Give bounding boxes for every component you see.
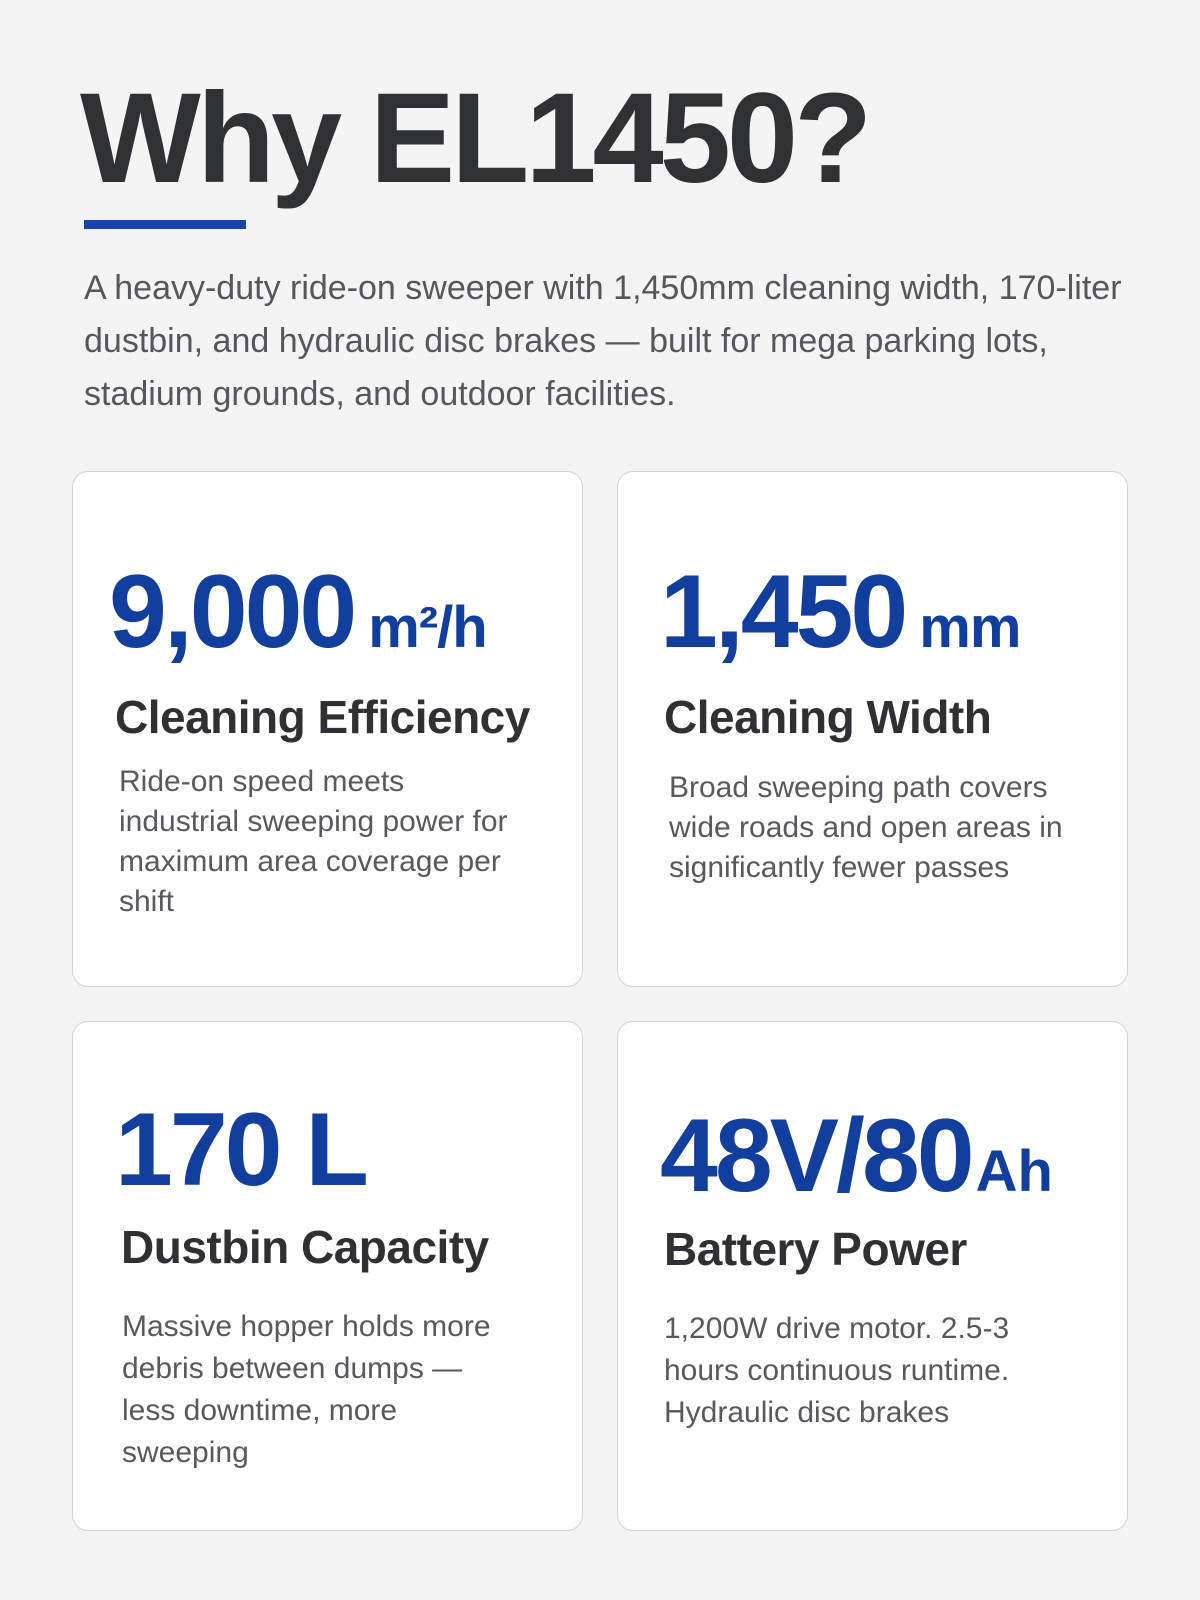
feature-stat (660, 554, 1021, 670)
feature-unit: m²/h (368, 595, 487, 660)
feature-description: Broad sweeping path covers wide roads and open areas in significantly fewer passes (669, 771, 1063, 884)
feature-label: Cleaning Efficiency (115, 691, 530, 743)
feature-stat (115, 1092, 366, 1208)
feature-grid (72, 471, 1128, 1531)
feature-description: 1,200W drive motor. 2.5-3 hours continuous runtime. Hydraulic disc brakes (664, 1312, 1010, 1429)
feature-card-cleaning-efficiency (72, 471, 583, 987)
feature-card-battery-power (617, 1021, 1128, 1531)
feature-card-cleaning-width (617, 471, 1128, 987)
feature-value: 170 L (115, 1092, 366, 1208)
feature-unit: Ah (975, 1139, 1053, 1204)
feature-card-dustbin-capacity (72, 1021, 583, 1531)
feature-label: Dustbin Capacity (121, 1221, 489, 1273)
page-title: Why EL1450? (80, 67, 869, 210)
feature-value: 9,000 (109, 554, 355, 670)
feature-label: Cleaning Width (664, 691, 992, 743)
feature-stat (660, 1098, 1053, 1214)
feature-label: Battery Power (664, 1223, 967, 1275)
feature-value: 48V/80 (660, 1098, 972, 1214)
feature-description: Ride-on speed meets industrial sweeping power for maximum area coverage per shift (119, 765, 508, 918)
feature-value: 1,450 (660, 554, 906, 670)
feature-unit: mm (919, 595, 1021, 660)
feature-stat (109, 554, 487, 670)
intro-paragraph: A heavy-duty ride-on sweeper with 1,450mm cleaning width, 170-liter dustbin, and hydraulic disc brakes — built for mega parking lots, stadium grounds, and outdoor facilities. (84, 269, 1122, 413)
feature-description: Massive hopper holds more debris between dumps — less downtime, more sweeping (122, 1310, 491, 1469)
title-underline (84, 220, 246, 229)
